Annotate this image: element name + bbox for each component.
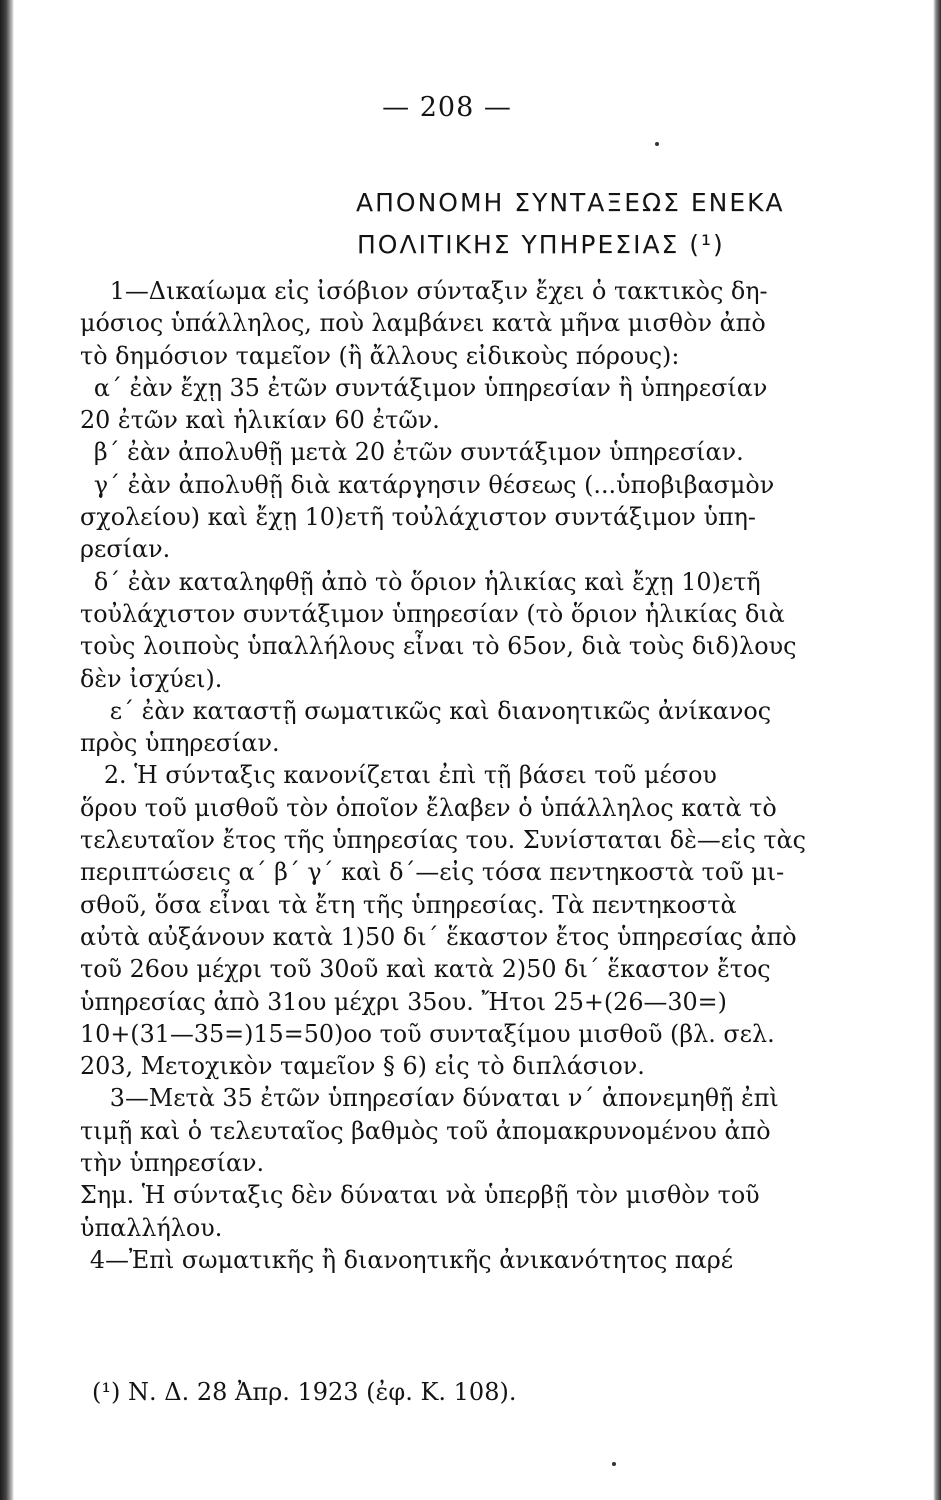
text-line: αὐτὰ αὐξάνουν κατὰ 1)50 δι΄ ἕκαστον ἔτος ὑπηρεσίας ἀπὸ — [80, 922, 797, 951]
footnote: (¹) Ν. Δ. 28 Ἀπρ. 1923 (ἐφ. Κ. 108). — [92, 1378, 517, 1406]
text-line: περιπτώσεις α΄ β΄ γ΄ καὶ δ΄—εἰς τόσα πεντηκοστὰ τοῦ μι- — [80, 858, 785, 887]
text-line: 4—Ἐπὶ σωματικῆς ἢ διανοητικῆς ἀνικανότητος παρέ — [89, 1245, 734, 1274]
text-line: ὑπαλλήλου. — [80, 1213, 223, 1242]
body-text — [80, 275, 820, 1276]
title-line-2: ΠΟΛΙΤΙΚΗΣ ΥΠΗΡΕΣΙΑΣ (¹) — [357, 230, 725, 259]
text-line: γ΄ ἐὰν ἀπολυθῇ διὰ κατάργησιν θέσεως (...ὑποβιβασμὸν — [93, 470, 775, 499]
text-line: τελευταῖον ἔτος τῆς ὑπηρεσίας του. Συνίσταται δὲ—εἰς τὰς — [80, 826, 807, 855]
text-line: 2. Ἡ σύνταξις κανονίζεται ἐπὶ τῇ βάσει τοῦ μέσου — [103, 761, 717, 790]
text-line: τιμῇ καὶ ὁ τελευταῖος βαθμὸς τοῦ ἀπομακρυνομένου ἀπὸ — [80, 1116, 771, 1145]
text-line: δὲν ἰσχύει). — [80, 664, 223, 693]
scan-right-edge — [933, 0, 941, 1500]
text-line: τοὺς λοιποὺς ὑπαλλήλους εἶναι τὸ 65ον, διὰ τοὺς διδ)λους — [80, 632, 797, 661]
text-line: ὑπηρεσίας ἀπὸ 31ου μέχρι 35ου. Ἤτοι 25+(26—30=) — [80, 987, 727, 1016]
print-speck — [655, 142, 659, 146]
text-line: δ΄ ἐὰν καταληφθῇ ἀπὸ τὸ ὅριον ἡλικίας καὶ ἔχῃ 10)ετῆ — [93, 567, 761, 596]
text-line: 10+(31—35=)15=50)οο τοῦ συνταξίμου μισθοῦ (βλ. σελ. — [80, 1019, 775, 1048]
text-line: ὅρου τοῦ μισθοῦ τὸν ὁποῖον ἔλαβεν ὁ ὑπάλληλος κατὰ τὸ — [80, 793, 777, 822]
text-line: μόσιος ὑπάλληλος, ποὺ λαμβάνει κατὰ μῆνα μισθὸν ἀπὸ — [80, 309, 766, 338]
page-number: — 208 — — [382, 92, 512, 123]
text-line: 203, Μετοχικὸν ταμεῖον § 6) εἰς τὸ διπλάσιον. — [80, 1052, 645, 1081]
text-line: β΄ ἐὰν ἀπολυθῇ μετὰ 20 ἐτῶν συντάξιμον ὑπηρεσίαν. — [93, 438, 744, 467]
print-speck — [612, 1462, 616, 1466]
scan-binding-edge — [0, 0, 14, 1500]
text-line: α΄ ἐὰν ἔχῃ 35 ἐτῶν συντάξιμον ὑπηρεσίαν ἢ ὑπηρεσίαν — [93, 373, 768, 402]
text-line: τὸ δημόσιον ταμεῖον (ἢ ἄλλους εἰδικοὺς πόρους): — [80, 341, 680, 370]
text-line: Σημ. Ἡ σύνταξις δὲν δύναται νὰ ὑπερβῇ τὸν μισθὸν τοῦ — [80, 1181, 760, 1210]
text-line: πρὸς ὑπηρεσίαν. — [80, 729, 280, 758]
text-line: τὴν ὑπηρεσίαν. — [80, 1149, 265, 1178]
title-line-1: ΑΠΟΝΟΜΗ ΣΥΝΤΑΞΕΩΣ ΕΝΕΚΑ — [356, 188, 785, 217]
text-line: τοὐλάχιστον συντάξιμον ὑπηρεσίαν (τὸ ὅριον ἡλικίας διὰ — [80, 599, 785, 628]
text-line: σθοῦ, ὅσα εἶναι τὰ ἔτη τῆς ὑπηρεσίας. Τὰ πεντηκοστὰ — [80, 890, 737, 919]
text-line: ρεσίαν. — [80, 535, 171, 564]
text-line: 3—Μετὰ 35 ἐτῶν ὑπηρεσίαν δύναται ν΄ ἀπονεμηθῇ ἐπὶ — [109, 1084, 779, 1113]
text-line: τοῦ 26ου μέχρι τοῦ 30οῦ καὶ κατὰ 2)50 δι΄ ἕκαστον ἔτος — [80, 955, 771, 984]
text-line: σχολείου) καὶ ἔχῃ 10)ετῆ τοὐλάχιστον συντάξιμον ὑπη- — [80, 503, 756, 532]
text-line: 20 ἐτῶν καὶ ἡλικίαν 60 ἐτῶν. — [80, 406, 440, 435]
text-line: 1—Δικαίωμα εἰς ἰσόβιον σύνταξιν ἔχει ὁ τακτικὸς δη- — [109, 277, 768, 305]
text-line: ε΄ ἐὰν καταστῇ σωματικῶς καὶ διανοητικῶς ἀνίκανος — [109, 696, 772, 725]
